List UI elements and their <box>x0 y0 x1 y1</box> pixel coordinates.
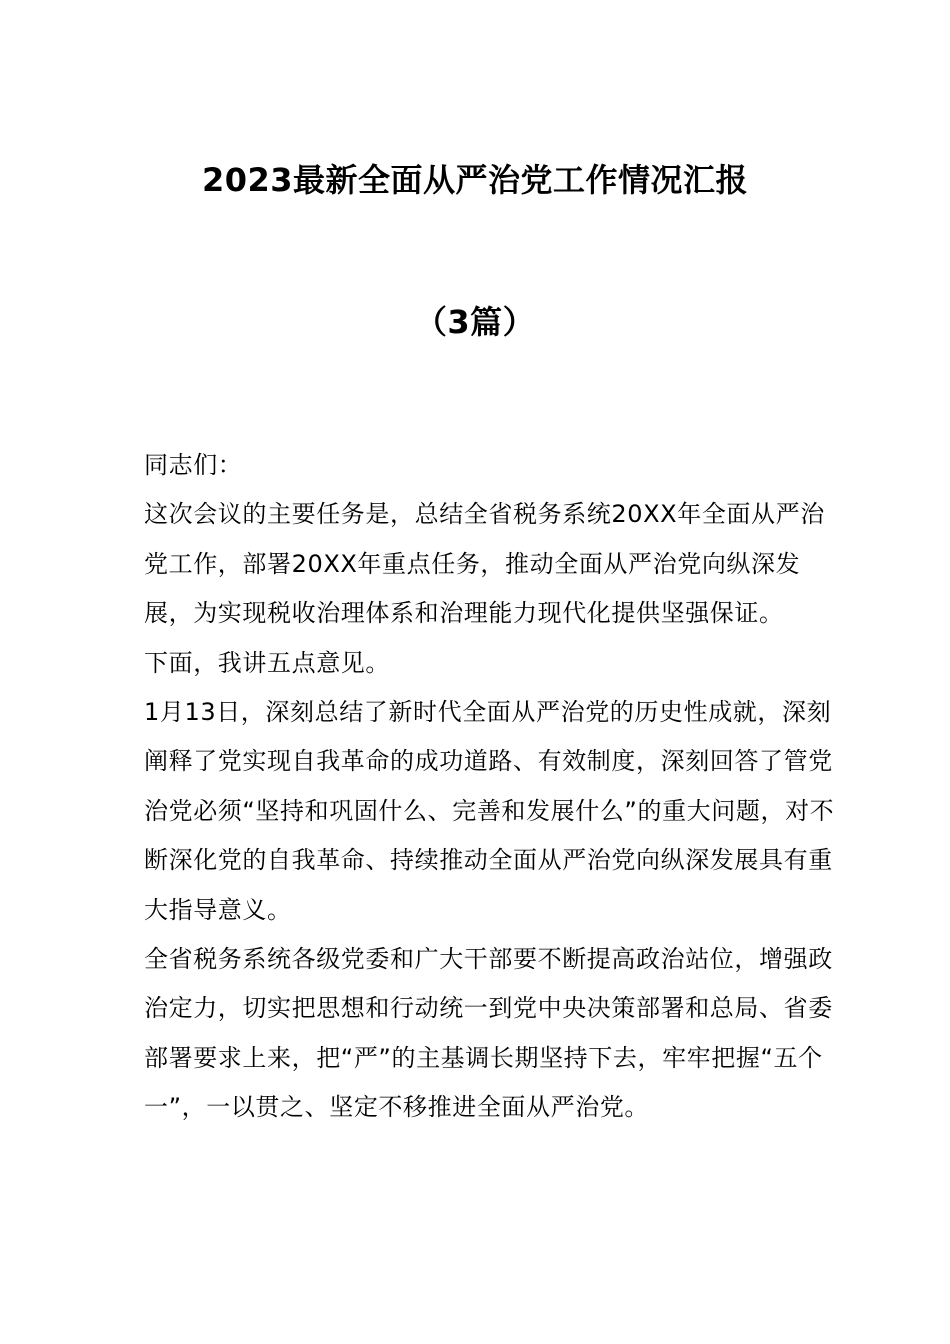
document-title: 2023最新全面从严治党工作情况汇报 <box>201 161 749 199</box>
paragraph-3: 1月13日，深刻总结了新时代全面从严治党的历史性成就，深刻阐释了党实现自我革命的成功道路、有效制度，深刻回答了管党治党必须“坚持和巩固什么、完善和发展什么”的重大问题，对不断深化党的自我革命、持续推动全面从严治党向纵深发展具有重大指导意义。 <box>144 698 835 924</box>
paragraph-4: 全省税务系统各级党委和广大干部要不断提高政治站位，增强政治定力，切实把思想和行动统一到党中央决策部署和总局、省委部署要求上来，把“严”的主基调长期坚持下去，牢牢把握“五个一”，一以贯之、坚定不移推进全面从严治党。 <box>144 945 833 1122</box>
salutation: 同志们： <box>144 451 243 479</box>
document-body <box>144 441 844 1133</box>
document-subtitle: （3篇） <box>414 303 536 341</box>
paragraph-2: 下面，我讲五点意见。 <box>144 648 390 677</box>
paragraph-1: 这次会议的主要任务是，总结全省税务系统20XX年全面从严治党工作，部署20XX年重点任务，推动全面从严治党向纵深发展，为实现税收治理体系和治理能力现代化提供坚强保证。 <box>144 500 825 628</box>
